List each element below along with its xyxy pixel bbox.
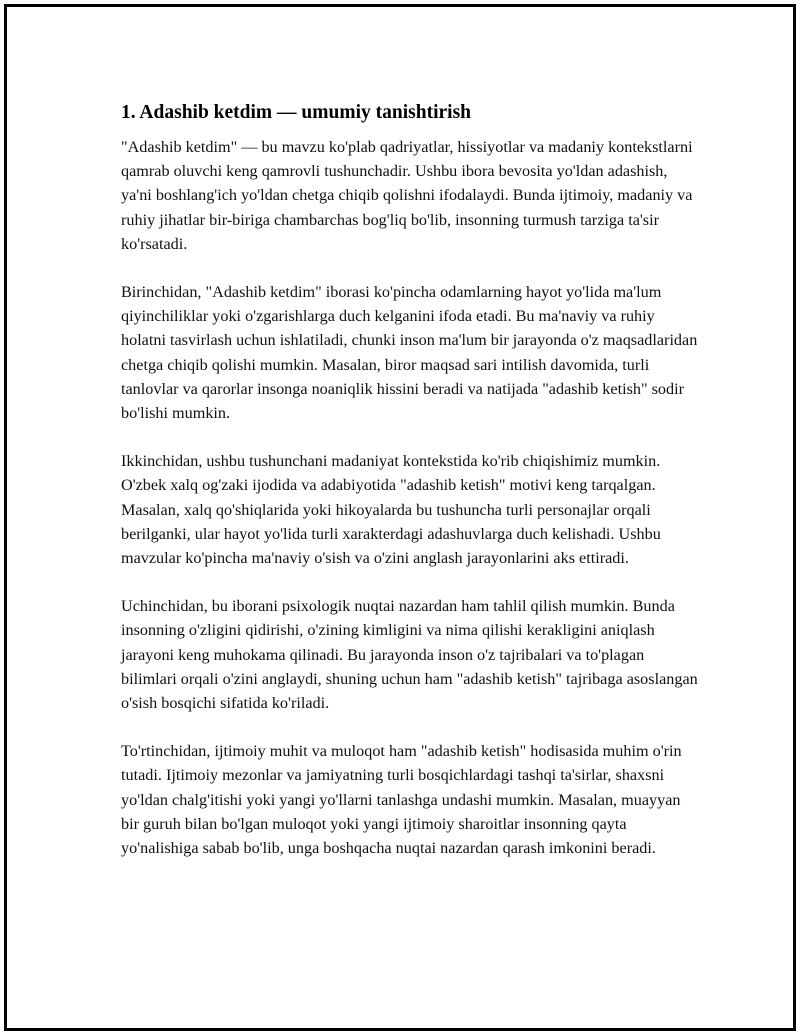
document-body — [121, 100, 701, 884]
paragraph-second: Ikkinchidan, ushbu tushunchani madaniyat kontekstida ko'rib chiqishimiz mumkin. O'zbek xalq og'zaki ijodida va adabiyotida "adashib ketish" motivi keng tarqalgan. Masalan, xalq qo'shiqlarida yoki hikoyalarda bu tushuncha turli personajlar orqali berilganki, ular hayot yo'lida turli xarakterdagi adashuvlarga duch kelishadi. Ushbu mavzular ko'pincha ma'naviy o'sish va o'zini anglash jarayonlarini aks ettiradi. — [121, 452, 661, 568]
paragraph-fourth: To'rtinchidan, ijtimoiy muhit va muloqot ham "adashib ketish" hodisasida muhim o'rin tutadi. Ijtimoiy mezonlar va jamiyatning turli bosqichlardagi tashqi ta'sirlar, shaxsni yo'ldan chalg'itishi yoki yangi yo'llarni tanlashga undashi mumkin. Masalan, muayyan bir guruh bilan bo'lgan muloqot yoki yangi ijtimoiy sharoitlar insonning qayta yo'nalishiga sabab bo'lib, unga boshqacha nuqtai nazardan qarash imkonini beradi. — [121, 742, 682, 858]
page-frame — [4, 4, 796, 1031]
paragraph-third: Uchinchidan, bu iborani psixologik nuqtai nazardan ham tahlil qilish mumkin. Bunda insonning o'zligini qidirishi, o'zining kimligini va nima qilishi kerakligini aniqlash jarayoni keng muhokama qilinadi. Bu jarayonda inson o'z tajribalari va to'plagan bilimlari orqali o'zini anglaydi, shuning uchun ham "adashib ketish" tajribaga asoslangan o'sish bosqichi sifatida ko'riladi. — [121, 597, 698, 713]
paragraph-intro: "Adashib ketdim" — bu mavzu ko'plab qadriyatlar, hissiyotlar va madaniy kontekstlarni qamrab oluvchi keng qamrovli tushunchadir. Ushbu ibora bevosita yo'ldan adashish, ya'ni boshlang'ich yo'ldan chetga chiqib qolishni ifodalaydi. Bunda ijtimoiy, madaniy va ruhiy jihatlar bir-biriga chambarchas bog'liq bo'lib, insonning turmush tarziga ta'sir ko'rsatadi. — [121, 138, 693, 253]
page-title: 1. Adashib ketdim — umumiy tanishtirish — [121, 102, 472, 123]
paragraph-first: Birinchidan, "Adashib ketdim" iborasi ko'pincha odamlarning hayot yo'lida ma'lum qiyinchiliklar yoki o'zgarishlarga duch kelganini ifoda etadi. Bu ma'naviy va ruhiy holatni tasvirlash uchun ishlatiladi, chunki inson ma'lum bir jarayonda o'z maqsadlaridan chetga chiqib qolishi mumkin. Masalan, biror maqsad sari intilish davomida, turli tanlovlar va qarorlar insonga noaniqlik hissini beradi va natijada "adashib ketish" sodir bo'lishi mumkin. — [121, 283, 698, 423]
